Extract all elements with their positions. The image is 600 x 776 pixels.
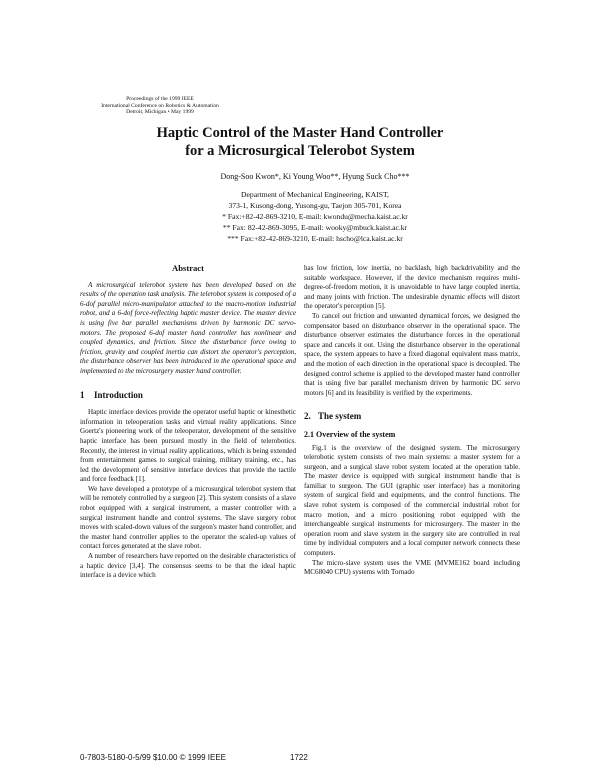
section-2-title: The system xyxy=(318,411,362,422)
proceedings-line-2: International Conference on Robotics & Automation xyxy=(101,102,219,109)
proceedings-line-3: Detroit, Michigan • May 1999 xyxy=(126,109,194,116)
section-1-title: Introduction xyxy=(94,389,143,400)
page-number: 1722 xyxy=(290,753,308,762)
paper-title-line-1: Haptic Control of the Master Hand Controller xyxy=(156,125,444,141)
affiliation-address: 373-1, Kusong-dong, Yusong-gu, Taejon 305-701, Korea xyxy=(228,201,402,210)
intro-paragraph-2: We have developed a prototype of a microsurgical telerobot system that will be remotely controlled by a surgeon [2]. This system consists of a slave robot equipped with a surgical instrument, a master controller with a surgical instrument handle and control systems. The slave surgery robot moves with scaled-down values of the surgeon's master hand controller, and the master hand controller applies to the operator the scaled-up values of contact forces generated at the slave robot. xyxy=(80,484,296,551)
intro-paragraph-1: Haptic interface devices provide the operator useful haptic or kinesthetic information in teleoperation tasks and virtual reality applications. Since Goertz's pioneering work of the teleoperator, development of the sensitive haptic interface has been pursued mostly in the field of telerobotics. Recently, the interest in virtual reality applications, which is being extended from entertainment games to surgical training, military training, etc., has led the development of sensitive interface devices that provide the tactile and force feedback [1]. xyxy=(80,408,296,484)
proceedings-line-1: Proceedings of the 1999 IEEE xyxy=(126,96,194,102)
section-1-number: 1 xyxy=(80,389,85,400)
abstract-text: A microsurgical telerobot system has been developed based on the results of the operation task analysis. The telerobot system is composed of a 6-dof parallel micro-manipulator attached to the macro-motion industrial robot, and a 6-dof force-reflecting haptic master device. The master device is using five bar parallel mechanisms driven by harmonic DC servo-motors. The proposed 6-dof master hand controller has nonlinear and coupled dynamics, and friction. Since the disturbance force owing to friction, gravity and coupled inertia can distort the operator's perception, the disturbance observer has been introduced in the operational space and implemented to the microsurgery master hand controller. xyxy=(80,280,296,375)
right-column xyxy=(304,264,520,578)
author-list: Dong-Soo Kwon*, Ki Young Woo**, Hyung Suck Cho*** xyxy=(220,172,410,181)
proceedings-header xyxy=(80,96,240,116)
contact-author-2: ** Fax: 82-42-869-3095, E-mail: wooky@mbuck.kaist.ac.kr xyxy=(222,223,408,232)
contact-author-3: *** Fax:+82-42-869-3210, E-mail: hscho@lca.kaist.ac.kr xyxy=(227,234,403,243)
abstract-heading: Abstract xyxy=(172,263,204,273)
right-paragraph-3: Fig.1 is the overview of the designed system. The microsurgery telerobotic system consists of two main systems: a master system for a surgeon, and a surgical slave robot system located at the operation table. The master device is equipped with surgical instrument handle that is familiar to surgeon. The GUI (graphic user interface) has a monitoring system of surgical field and equipments, and the control functions. The slave robot system is composed of the commercial industrial robot for macro motion, and a micro positioning robot equipped with the interchangeable surgical instruments for microsurgery. The master in the operation room and slave system in the surgery site are controlled in real time by individual computers and a local computer network connects these computers. xyxy=(304,443,520,558)
section-1-heading xyxy=(80,391,296,401)
footer-isbn: 0-7803-5180-0-5/99 $10.00 © 1999 IEEE xyxy=(80,753,226,762)
left-column xyxy=(80,264,296,581)
right-paragraph-4: The micro-slave system uses the VME (MVME162 board including MC68040 CPU) systems with Tornado xyxy=(304,558,520,577)
affiliation-block xyxy=(0,189,600,244)
right-paragraph-2: To cancel out friction and unwanted dynamical forces, we designed the compensator based on disturbance observer in the operational space. The disturbance observer estimates the disturbance forces in the operational space and cancels it out. Using the disturbance observer in the operational space, the system appears to have a fixed diagonal equivalent mass matrix, and the motion of each direction in the operational space is decoupled. The designed control scheme is applied to the developed master hand controller that is using five bar parallel mechanism driven by harmonic DC servo motors [6] and its feasibility is verified by the experiments. xyxy=(304,311,520,397)
paper-title-line-2: for a Microsurgical Telerobot System xyxy=(185,143,415,159)
contact-author-1: * Fax:+82-42-869-3210, E-mail: kwondu@mecha.kaist.ac.kr xyxy=(222,212,408,221)
subsection-2-1-heading: 2.1 Overview of the system xyxy=(304,429,396,439)
page-footer xyxy=(80,753,520,765)
section-2-heading xyxy=(304,412,520,422)
intro-paragraph-3: A number of researchers have reported on the desirable characteristics of a haptic device [3,4]. The consensus seems to be that the ideal haptic interface is a device which xyxy=(80,552,296,580)
right-paragraph-1: has low friction, low inertia, no backlash, high backdrivability and the suitable workspace. However, if the device mechanism requires multi-degree-of-freedom motion, it is unavoidable to have large coupled inertia, and many joints with friction. The undesirable dynamic effects will distort the operator's perception [5]. xyxy=(304,264,520,311)
section-2-number: 2. xyxy=(304,411,311,422)
affiliation-department: Department of Mechanical Engineering, KAIST, xyxy=(241,190,389,199)
